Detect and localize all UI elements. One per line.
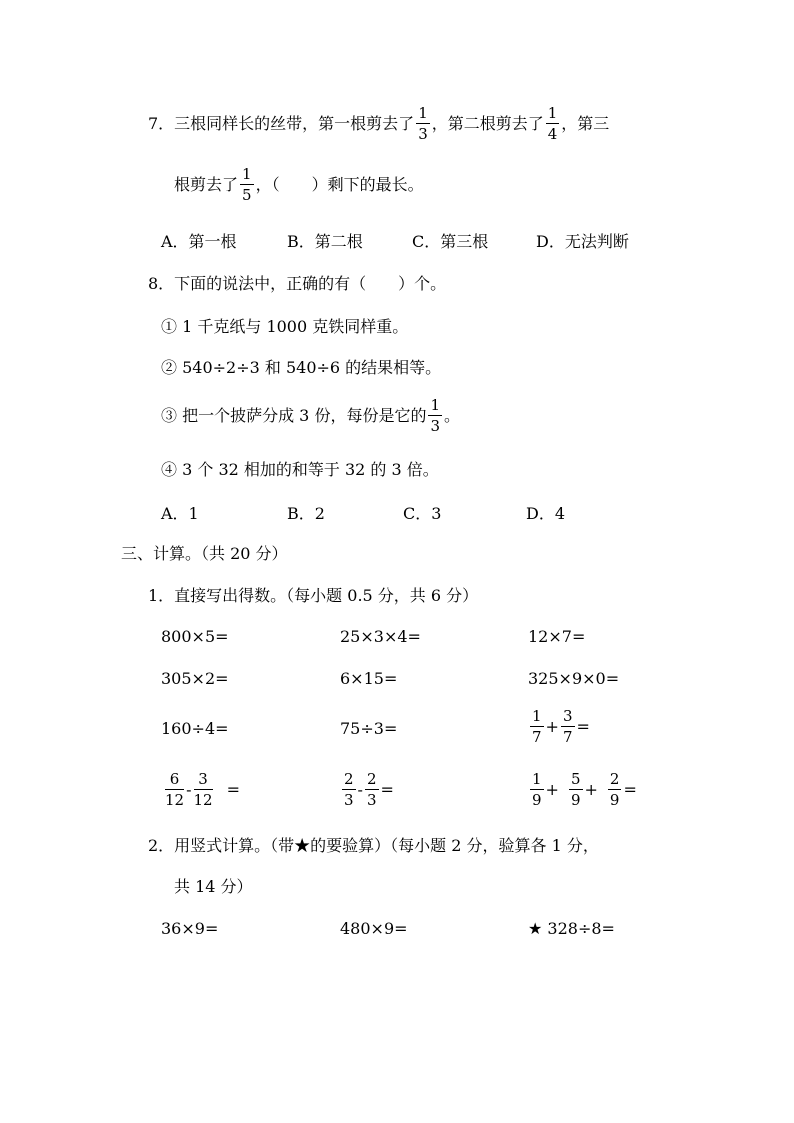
calc-item: 800×5=	[161, 627, 229, 646]
numerator: 6	[165, 772, 184, 790]
fraction	[365, 772, 379, 808]
fraction	[608, 772, 622, 808]
calc-item-fraction	[340, 772, 394, 808]
denominator: 5	[242, 186, 252, 204]
q7-text-d: 根剪去了	[174, 175, 239, 194]
denominator: 3	[430, 417, 440, 435]
equals: =	[576, 717, 590, 736]
q7-text-a: 7．三根同样长的丝带，第一根剪去了	[148, 114, 415, 133]
fraction	[530, 709, 544, 745]
calc-item-fraction	[528, 709, 590, 745]
operator: -	[357, 780, 363, 799]
denominator: 9	[609, 791, 620, 809]
calc-item: 25×3×4=	[340, 627, 421, 646]
part2-title-line1: 2．用竖式计算。（带★的要验算）（每小题 2 分，验算各 1 分，	[148, 836, 599, 855]
numerator: 1	[532, 707, 542, 725]
numerator: 2	[366, 770, 377, 788]
numerator: 1	[418, 104, 428, 122]
numerator: 2	[344, 770, 354, 788]
fraction	[561, 709, 575, 745]
operator: +	[545, 717, 559, 736]
numerator: 1	[547, 104, 558, 122]
part1-title: 1．直接写出得数。（每小题 0.5 分，共 6 分）	[148, 586, 479, 605]
q8-s3-end: 。	[444, 406, 461, 425]
calc-item: 305×2=	[161, 669, 229, 688]
q7-option-d: D．无法判断	[536, 232, 629, 251]
q8-statement-2: ② 540÷2÷3 和 540÷6 的结果相等。	[161, 358, 442, 377]
q7-option-b: B．第二根	[287, 232, 363, 251]
q8-s3-text: ③ 把一个披萨分成 3 份，每份是它的	[161, 406, 427, 425]
fraction	[165, 772, 184, 808]
section-title: 三、计算。（共 20 分）	[121, 544, 288, 563]
equals: =	[226, 780, 240, 799]
fraction	[342, 772, 356, 808]
numerator: 2	[609, 770, 620, 788]
part2-title-line2: 共 14 分）	[174, 877, 253, 896]
fraction	[240, 167, 254, 203]
denominator: 3	[418, 125, 428, 143]
fraction	[428, 398, 442, 434]
calc-item: 325×9×0=	[528, 669, 620, 688]
numerator: 1	[430, 396, 440, 414]
denominator: 9	[532, 791, 542, 809]
calc-item: 75÷3=	[340, 719, 398, 738]
denominator: 7	[532, 728, 542, 746]
fraction	[530, 772, 544, 808]
q7-line1	[148, 106, 609, 142]
denominator: 9	[570, 791, 581, 809]
vertical-calc-item: ★ 328÷8=	[528, 919, 615, 938]
calc-item-fraction	[163, 772, 240, 808]
equals: =	[623, 780, 637, 799]
q8-statement-3	[161, 398, 460, 434]
operator: +	[545, 780, 559, 799]
denominator: 4	[547, 125, 558, 143]
q8-option-a: A．1	[161, 504, 199, 523]
operator: -	[186, 780, 192, 799]
q7-line2	[174, 167, 424, 203]
q7-option-c: C．第三根	[412, 232, 489, 251]
q8-statement-1: ① 1 千克纸与 1000 克铁同样重。	[161, 317, 409, 336]
q8-option-d: D．4	[526, 504, 566, 523]
fraction	[569, 772, 583, 808]
numerator: 5	[570, 770, 581, 788]
numerator: 3	[562, 707, 573, 725]
denominator: 7	[562, 728, 573, 746]
operator: +	[584, 780, 598, 799]
calc-item-fraction	[528, 772, 637, 808]
vertical-calc-item: 36×9=	[161, 919, 219, 938]
q8-option-b: B．2	[287, 504, 325, 523]
calc-item: 160÷4=	[161, 719, 229, 738]
equals: =	[380, 780, 394, 799]
q8-option-c: C．3	[403, 504, 442, 523]
vertical-calc-item: 480×9=	[340, 919, 408, 938]
q7-text-c: ，第三	[561, 114, 610, 133]
q7-text-e: ，（ ）剩下的最长。	[255, 175, 424, 194]
fraction	[546, 106, 560, 142]
fraction	[194, 772, 213, 808]
q8-statement-4: ④ 3 个 32 相加的和等于 32 的 3 倍。	[161, 460, 439, 479]
q7-option-a: A．第一根	[161, 232, 237, 251]
q7-text-b: ，第二根剪去了	[431, 114, 544, 133]
numerator: 1	[242, 165, 252, 183]
denominator: 12	[165, 791, 185, 809]
numerator: 3	[194, 772, 213, 790]
calc-item: 6×15=	[340, 669, 398, 688]
q8-stem: 8．下面的说法中，正确的有（ ）个。	[148, 274, 447, 293]
calc-item: 12×7=	[528, 627, 586, 646]
numerator: 1	[532, 770, 542, 788]
denominator: 3	[366, 791, 377, 809]
denominator: 12	[193, 791, 213, 809]
denominator: 3	[344, 791, 354, 809]
fraction	[416, 106, 430, 142]
